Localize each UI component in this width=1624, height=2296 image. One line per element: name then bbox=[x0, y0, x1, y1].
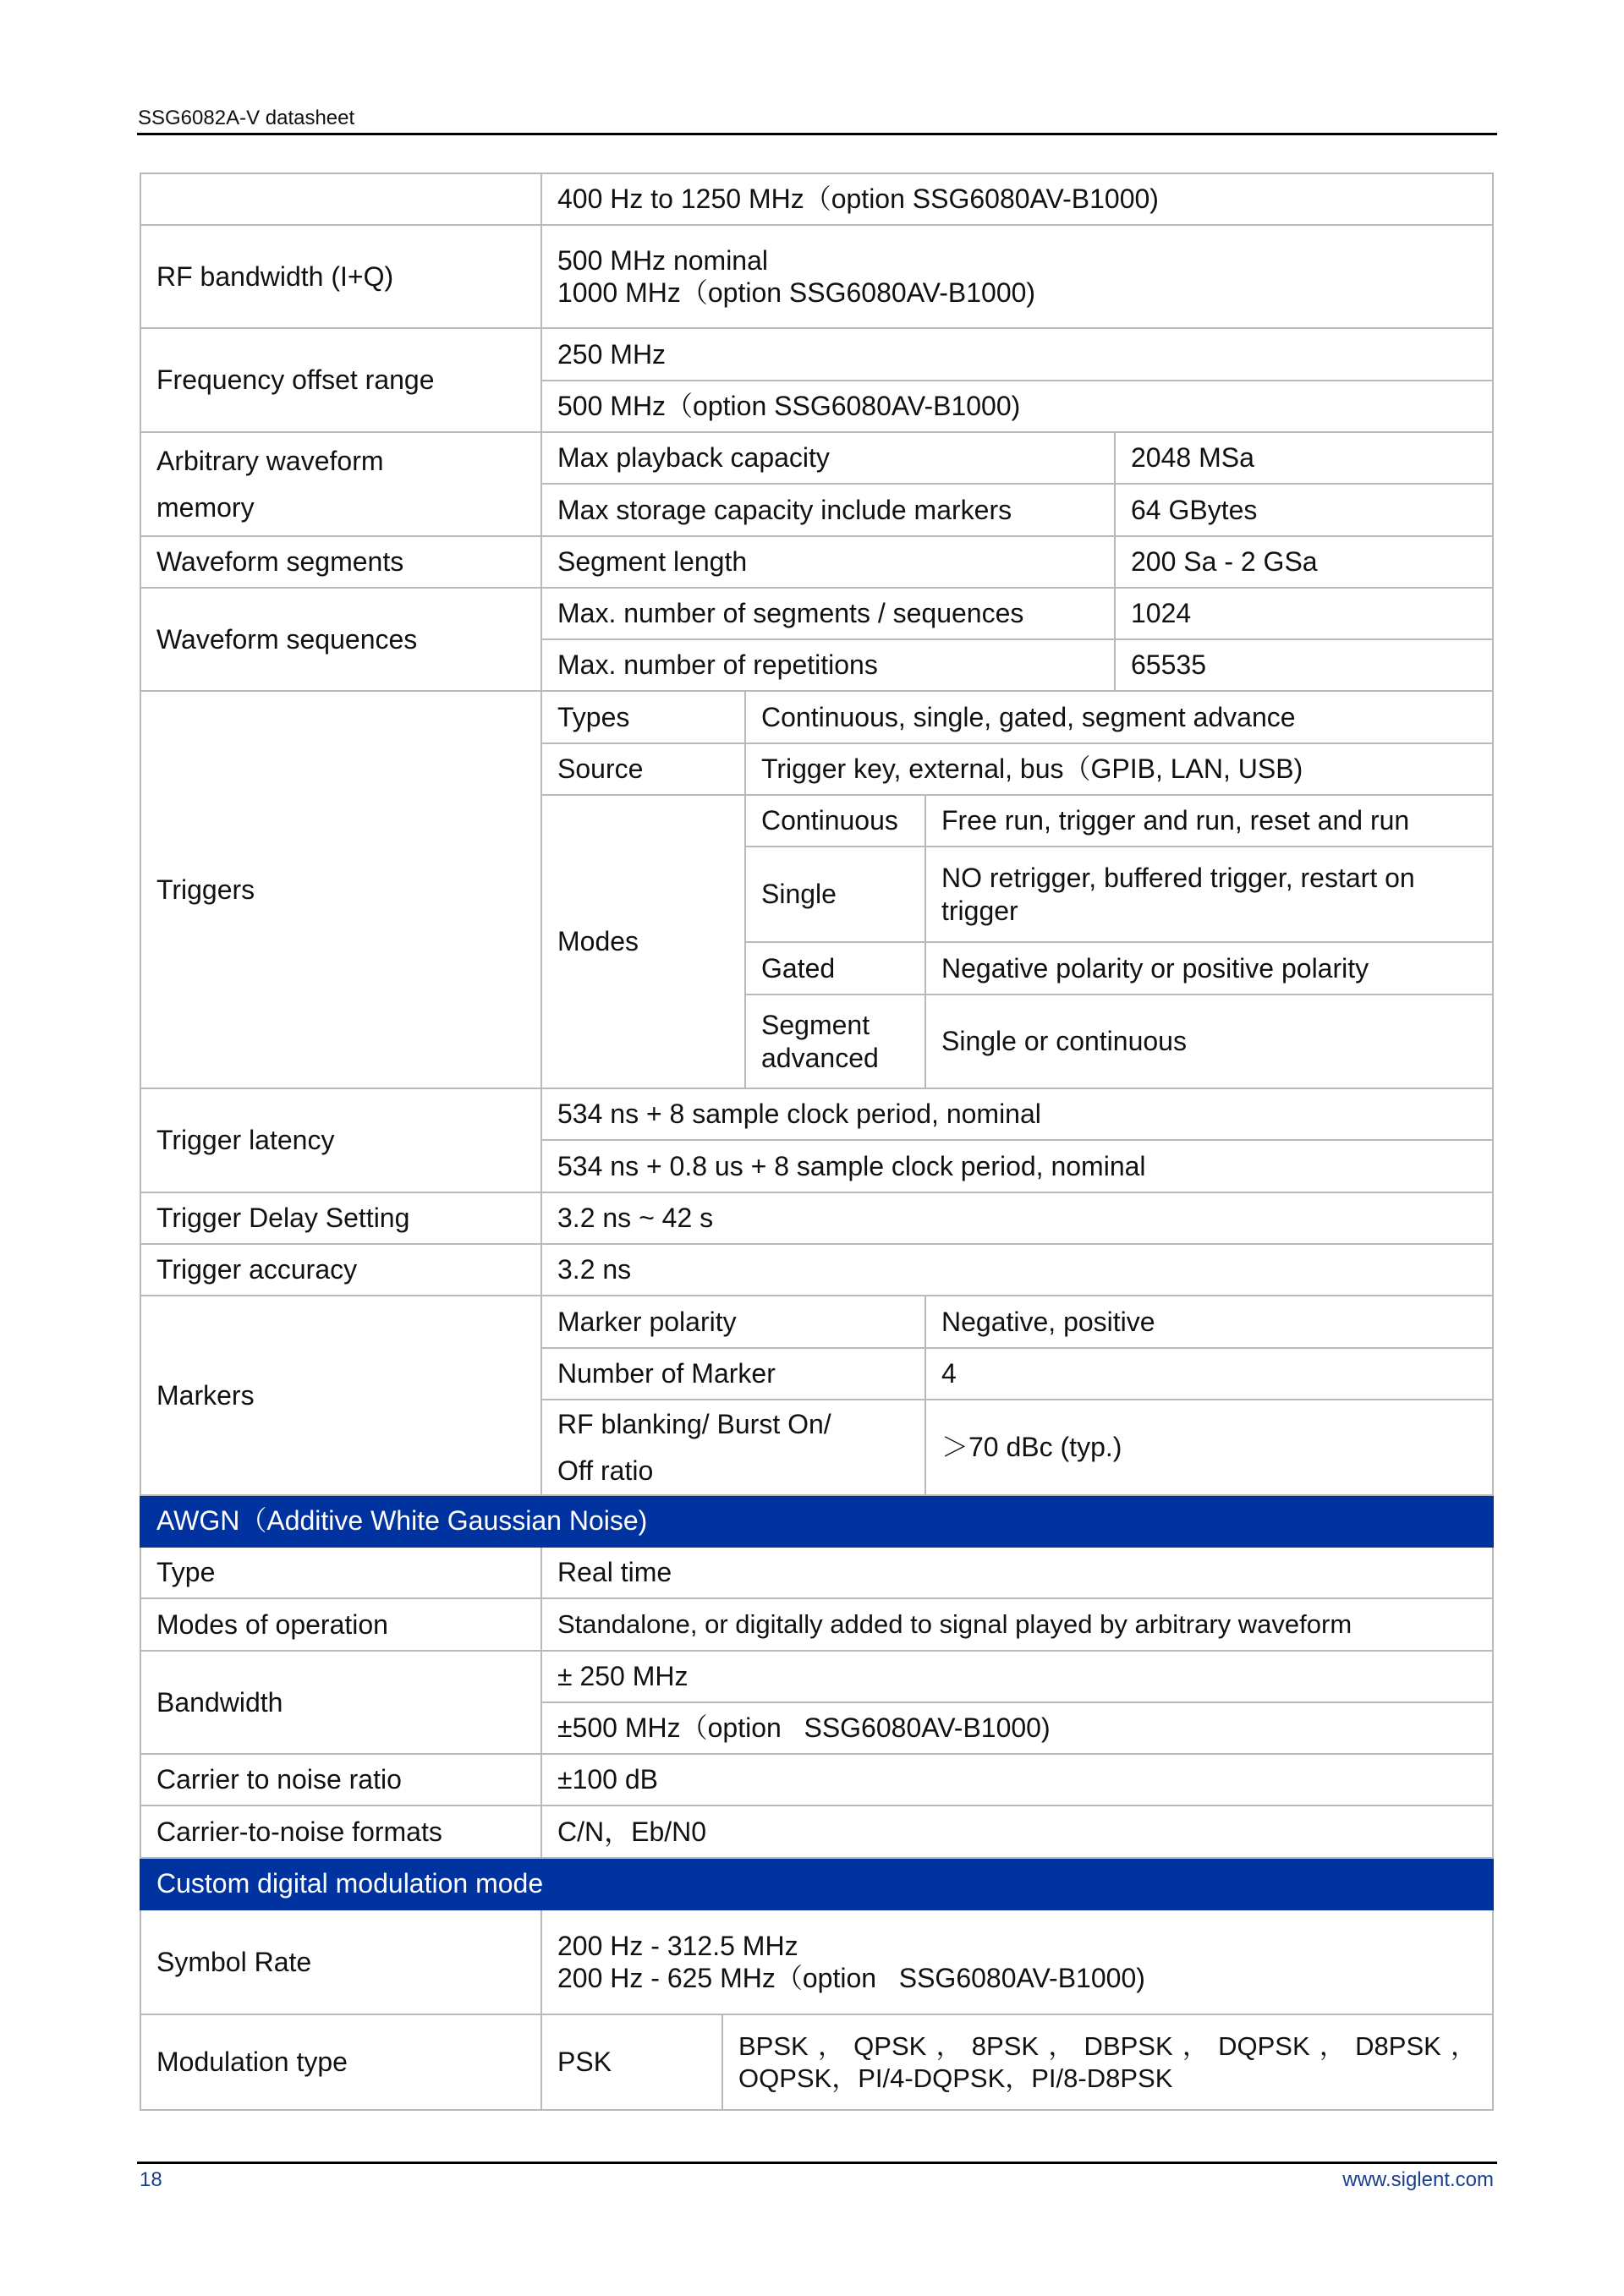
table-row bbox=[140, 1192, 1493, 1244]
table-row bbox=[140, 328, 1493, 381]
page-number: 18 bbox=[140, 2168, 162, 2191]
value-cell: 1024 bbox=[1115, 588, 1493, 639]
mode-cell: Segment advanced bbox=[745, 995, 925, 1088]
label-cell: Waveform segments bbox=[140, 536, 541, 588]
key-cell: Marker polarity bbox=[541, 1296, 925, 1348]
table-row bbox=[140, 432, 1493, 484]
value-cell: Continuous, single, gated, segment advance bbox=[745, 691, 1493, 743]
value-cell: 64 GBytes bbox=[1115, 484, 1493, 536]
website-link[interactable]: www.siglent.com bbox=[1342, 2168, 1494, 2191]
value-cell: 500 MHz（option SSG6080AV-B1000) bbox=[541, 381, 1493, 432]
label-cell bbox=[140, 432, 541, 536]
document-header-title: SSG6082A-V datasheet bbox=[138, 107, 355, 129]
table-row bbox=[140, 691, 1493, 743]
value-cell: 3.2 ns bbox=[541, 1244, 1493, 1296]
key-cell: PSK bbox=[541, 2014, 722, 2110]
value-cell: Free run, trigger and run, reset and run bbox=[925, 795, 1493, 847]
value-cell: Real time bbox=[541, 1547, 1493, 1598]
value-cell: 534 ns + 8 sample clock period, nominal bbox=[541, 1088, 1493, 1140]
label-cell: Trigger Delay Setting bbox=[140, 1192, 541, 1244]
table-row bbox=[140, 225, 1493, 328]
table-row bbox=[140, 1806, 1493, 1858]
label-cell: RF bandwidth (I+Q) bbox=[140, 225, 541, 328]
label-cell: Trigger accuracy bbox=[140, 1244, 541, 1296]
value-cell: Single or continuous bbox=[925, 995, 1493, 1088]
value-cell: Negative polarity or positive polarity bbox=[925, 942, 1493, 995]
label-cell: Trigger latency bbox=[140, 1088, 541, 1192]
value-cell: 534 ns + 0.8 us + 8 sample clock period, nominal bbox=[541, 1140, 1493, 1192]
label-cell: Triggers bbox=[140, 691, 541, 1088]
table-row bbox=[140, 1547, 1493, 1598]
table-row bbox=[140, 1910, 1493, 2014]
label-cell: Bandwidth bbox=[140, 1651, 541, 1754]
section-title: AWGN（Additive White Gaussian Noise) bbox=[140, 1495, 1493, 1547]
table-row bbox=[140, 2014, 1493, 2110]
key-text: RF blanking/ Burst On/ Off ratio bbox=[557, 1408, 831, 1486]
key-cell: Max playback capacity bbox=[541, 432, 1115, 484]
section-header-row bbox=[140, 1858, 1493, 1910]
label-cell: Type bbox=[140, 1547, 541, 1598]
key-cell: Max storage capacity include markers bbox=[541, 484, 1115, 536]
value-line: 200 Hz - 625 MHz（option SSG6080AV-B1000) bbox=[557, 1963, 1145, 1993]
mode-cell: Gated bbox=[745, 942, 925, 995]
label-cell bbox=[140, 173, 541, 225]
value-cell: NO retrigger, buffered trigger, restart on trigger bbox=[925, 847, 1493, 942]
value-cell: ＞70 dBc (typ.) bbox=[925, 1400, 1493, 1495]
key-cell: Types bbox=[541, 691, 745, 743]
label-cell: Markers bbox=[140, 1296, 541, 1495]
value-cell: 250 MHz bbox=[541, 328, 1493, 381]
value-cell: Negative, positive bbox=[925, 1296, 1493, 1348]
value-cell: 65535 bbox=[1115, 639, 1493, 691]
table-row bbox=[140, 536, 1493, 588]
key-cell: Segment length bbox=[541, 536, 1115, 588]
key-cell: Max. number of segments / sequences bbox=[541, 588, 1115, 639]
mode-cell: Continuous bbox=[745, 795, 925, 847]
value-cell: ±500 MHz（option SSG6080AV-B1000) bbox=[541, 1702, 1493, 1754]
table-row bbox=[140, 1088, 1493, 1140]
section-title: Custom digital modulation mode bbox=[140, 1858, 1493, 1910]
spec-table bbox=[140, 173, 1494, 2111]
value-line: 1000 MHz（option SSG6080AV-B1000) bbox=[557, 277, 1036, 308]
label-cell: Modes of operation bbox=[140, 1598, 541, 1651]
value-cell: BPSK，QPSK，8PSK，DBPSK，DQPSK，D8PSK，OQPSK，PI/4-DQPSK，PI/8-D8PSK bbox=[722, 2014, 1493, 2110]
value-cell bbox=[541, 225, 1493, 328]
value-cell bbox=[541, 1910, 1493, 2014]
label-cell: Frequency offset range bbox=[140, 328, 541, 432]
footer-rule bbox=[137, 2162, 1497, 2164]
key-cell: Number of Marker bbox=[541, 1348, 925, 1400]
value-cell: Trigger key, external, bus（GPIB, LAN, USB) bbox=[745, 743, 1493, 795]
value-cell: C/N，Eb/N0 bbox=[541, 1806, 1493, 1858]
value-cell: 200 Sa - 2 GSa bbox=[1115, 536, 1493, 588]
table-row bbox=[140, 588, 1493, 639]
value-line: 500 MHz nominal bbox=[557, 244, 768, 276]
key-cell: Modes bbox=[541, 795, 745, 1088]
label-cell: Symbol Rate bbox=[140, 1910, 541, 2014]
value-line: 200 Hz - 312.5 MHz bbox=[557, 1930, 798, 1961]
label-text: Arbitrary waveform memory bbox=[156, 445, 384, 523]
label-cell: Carrier to noise ratio bbox=[140, 1754, 541, 1806]
key-cell: Source bbox=[541, 743, 745, 795]
value-cell: 2048 MSa bbox=[1115, 432, 1493, 484]
header-rule bbox=[137, 133, 1497, 135]
table-row bbox=[140, 1296, 1493, 1348]
table-row bbox=[140, 1754, 1493, 1806]
table-row bbox=[140, 1651, 1493, 1702]
value-cell: ± 250 MHz bbox=[541, 1651, 1493, 1702]
value-cell: ±100 dB bbox=[541, 1754, 1493, 1806]
mode-cell: Single bbox=[745, 847, 925, 942]
label-cell: Modulation type bbox=[140, 2014, 541, 2110]
label-cell: Carrier-to-noise formats bbox=[140, 1806, 541, 1858]
table-row bbox=[140, 1244, 1493, 1296]
table-row bbox=[140, 1598, 1493, 1651]
value-cell: 400 Hz to 1250 MHz（option SSG6080AV-B1000) bbox=[541, 173, 1493, 225]
value-cell: Standalone, or digitally added to signal played by arbitrary waveform bbox=[541, 1598, 1493, 1651]
key-cell: Max. number of repetitions bbox=[541, 639, 1115, 691]
key-cell bbox=[541, 1400, 925, 1495]
value-cell: 3.2 ns ~ 42 s bbox=[541, 1192, 1493, 1244]
table-row bbox=[140, 173, 1493, 225]
value-cell: 4 bbox=[925, 1348, 1493, 1400]
section-header-row bbox=[140, 1495, 1493, 1547]
label-cell: Waveform sequences bbox=[140, 588, 541, 691]
